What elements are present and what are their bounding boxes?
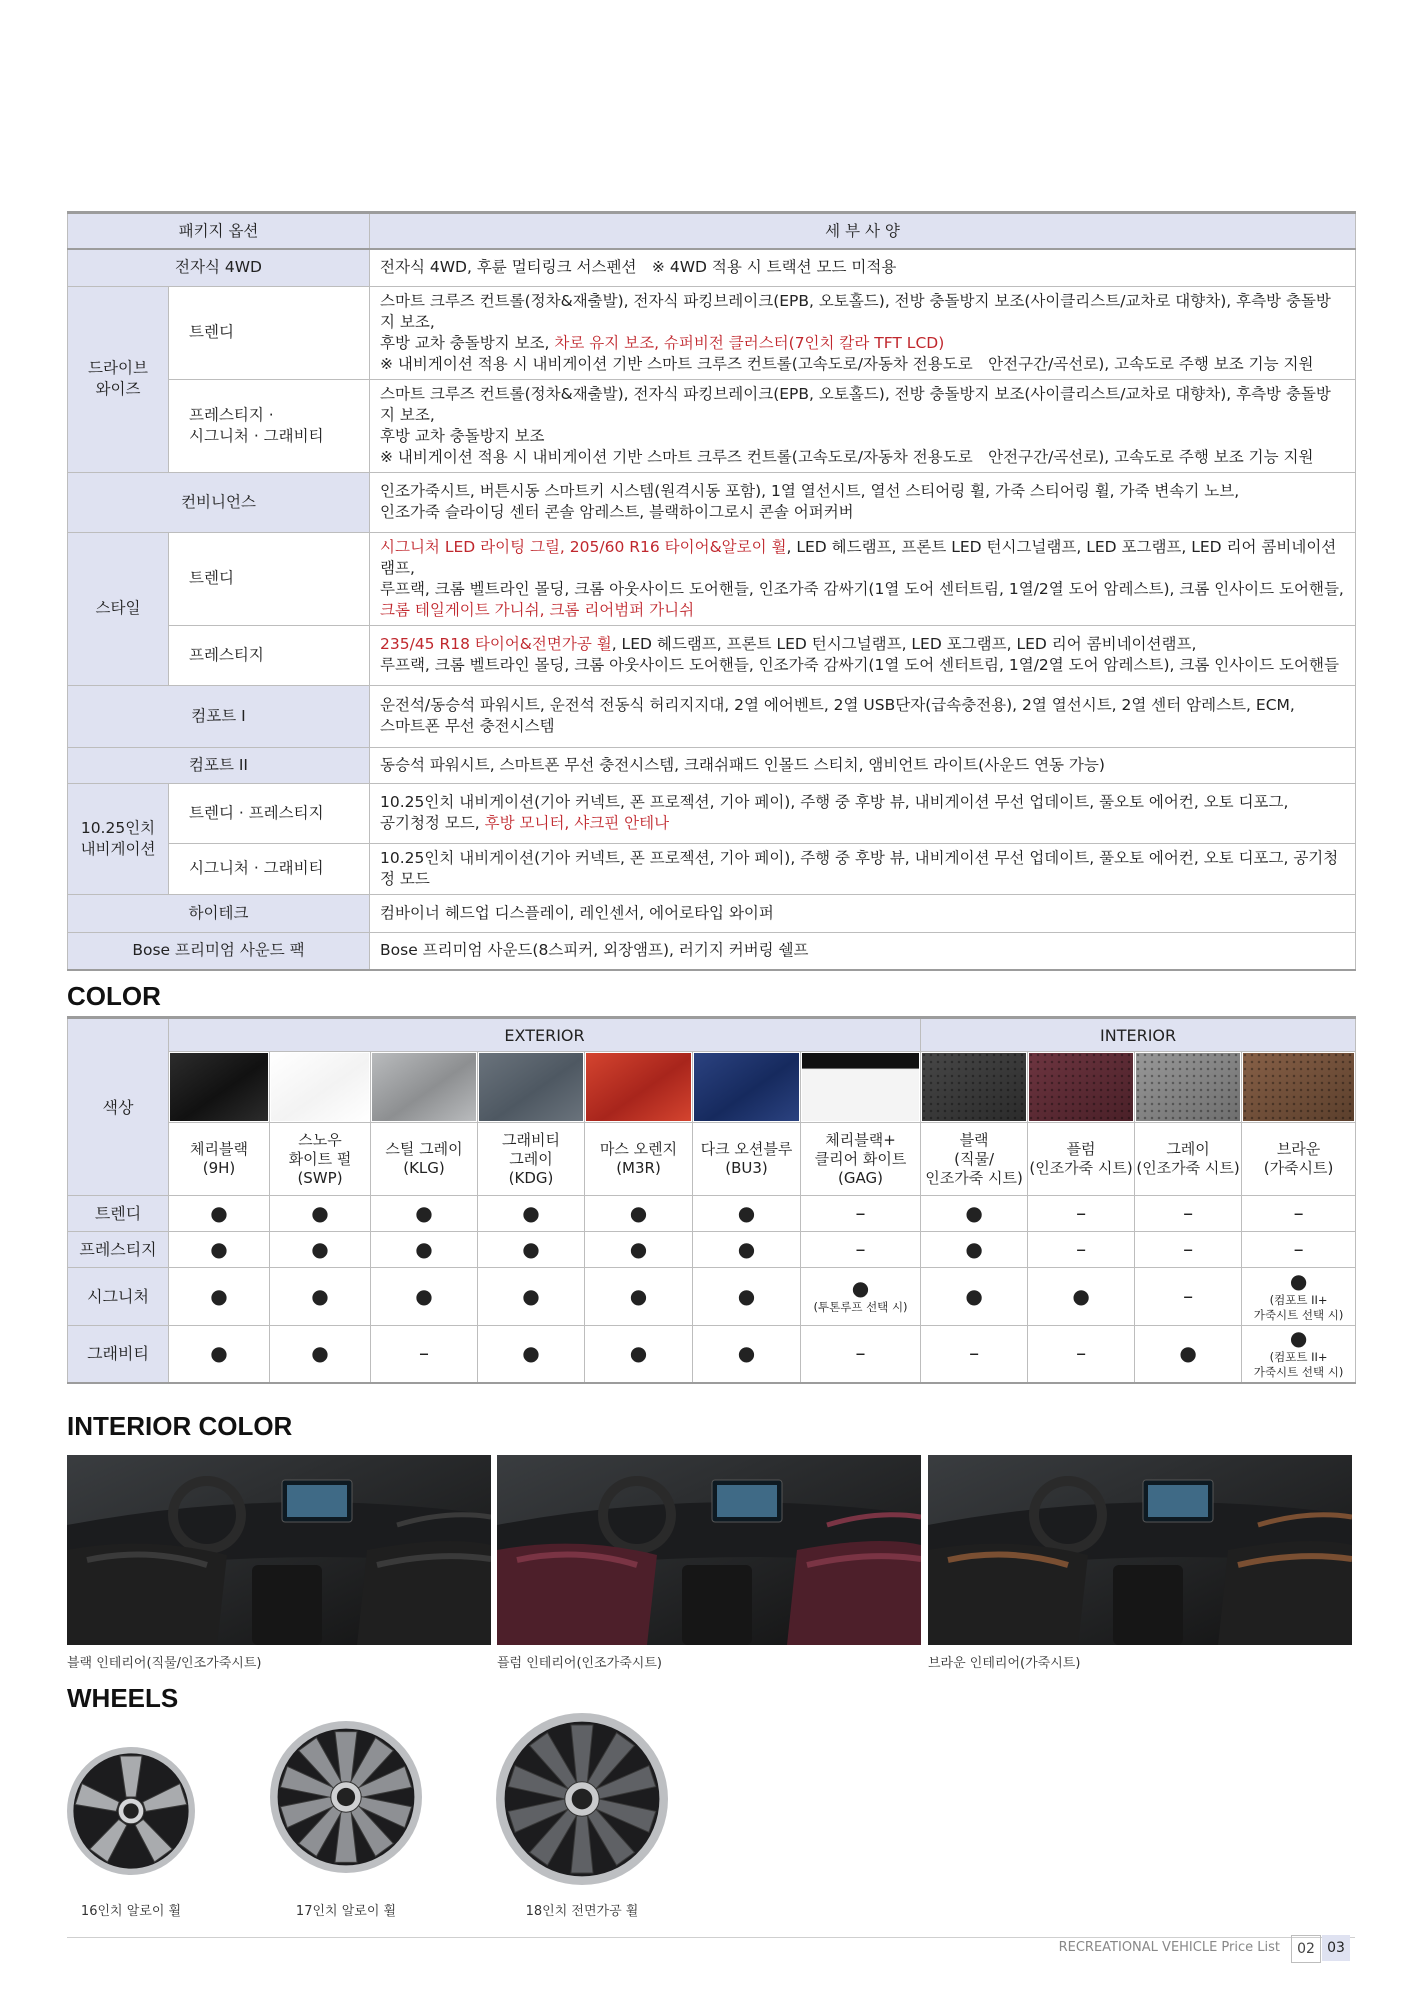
detail-highlight: 후방 모니터, 샤크핀 안테나 xyxy=(484,814,670,832)
detail-line: 스마트 크루즈 컨트롤(정차&재출발), 전자식 파킹브레이크(EPB, 오토홀드), 전방 충돌방지 보조(사이클리스트/교차로 대향차), 후측방 충돌방지 보조, xyxy=(380,291,1331,331)
color-swatch xyxy=(586,1053,691,1121)
available-mark: ● xyxy=(210,1200,228,1225)
color-swatch xyxy=(922,1053,1026,1121)
availability-cell xyxy=(478,1268,585,1326)
available-mark: ● xyxy=(415,1236,433,1261)
availability-cell xyxy=(169,1232,270,1268)
availability-cell xyxy=(693,1232,801,1268)
color-swatch-cell xyxy=(693,1052,801,1123)
color-swatch-cell xyxy=(1242,1052,1356,1123)
wheel-caption: 16인치 알로이 휠 xyxy=(80,1904,182,1919)
availability-cell xyxy=(1028,1232,1135,1268)
available-mark: ● xyxy=(965,1283,983,1308)
trim-availability-row xyxy=(68,1268,1356,1326)
availability-cell xyxy=(693,1268,801,1326)
interior-photo-caption: 블랙 인테리어(직물/인조가죽시트) xyxy=(67,1656,262,1671)
availability-cell xyxy=(1135,1196,1242,1232)
row-detail: 컴바이너 헤드업 디스플레이, 레인센서, 에어로타입 와이퍼 xyxy=(370,894,1356,932)
row-sublabel: 트렌디 xyxy=(169,286,370,379)
detail-line: 스마트폰 무선 충전시스템 xyxy=(380,717,555,735)
table-row xyxy=(68,625,1356,685)
color-swatch xyxy=(694,1053,799,1121)
row-detail xyxy=(370,625,1356,685)
availability-cell xyxy=(1028,1196,1135,1232)
availability-cell xyxy=(1135,1232,1242,1268)
row-label: Bose 프리미엄 사운드 팩 xyxy=(68,932,370,970)
wheel-image xyxy=(63,1743,199,1883)
availability-cell xyxy=(270,1232,371,1268)
detail-line: ※ 내비게이션 적용 시 내비게이션 기반 스마트 크루즈 컨트롤(고속도로/자동차 전용도로 안전구간/곡선로), 고속도로 주행 보조 기능 지원 xyxy=(380,354,1314,373)
available-mark: ● xyxy=(311,1283,329,1308)
availability-cell xyxy=(693,1196,801,1232)
detail-highlight: 차로 유지 보조, 슈퍼비전 클러스터(7인치 칼라 TFT LCD) xyxy=(554,333,945,352)
detail-line: 루프랙, 크롬 벨트라인 몰딩, 크롬 아웃사이드 도어핸들, 인조가죽 감싸기(1열 도어 센터트림, 1열/2열 도어 암레스트), 크롬 인사이드 도어핸들, xyxy=(380,579,1344,598)
availability-cell xyxy=(1242,1326,1356,1383)
detail-line xyxy=(380,813,1345,834)
unavailable-mark: – xyxy=(1293,1200,1304,1225)
color-swatch xyxy=(1136,1053,1240,1121)
detail-highlight: 크롬 테일게이트 가니쉬, 크롬 리어범퍼 가니쉬 xyxy=(380,600,695,619)
table-row xyxy=(68,532,1356,625)
wheel-caption: 17인치 알로이 휠 xyxy=(295,1904,397,1919)
detail-highlight: 235/45 R18 타이어&전면가공 휠 xyxy=(380,635,612,653)
interior-photo-caption: 브라운 인테리어(가죽시트) xyxy=(928,1656,1081,1671)
availability-cell xyxy=(921,1196,1028,1232)
detail-text: , LED 헤드램프, 프론트 LED 턴시그널램프, LED 포그램프, LED 리어 콤비네이션램프, xyxy=(380,537,1337,577)
availability-cell xyxy=(585,1268,693,1326)
availability-cell xyxy=(585,1232,693,1268)
detail-highlight: 시그니처 LED 라이팅 그릴, 205/60 R16 타이어&알로이 휠 xyxy=(380,537,787,556)
interior-photo xyxy=(928,1455,1352,1645)
availability-cell xyxy=(1242,1232,1356,1268)
color-swatch-cell xyxy=(801,1052,921,1123)
available-mark: ● xyxy=(522,1283,540,1308)
availability-cell xyxy=(801,1232,921,1268)
unavailable-mark: – xyxy=(969,1340,980,1365)
available-mark: ● xyxy=(737,1340,756,1365)
available-mark: ● xyxy=(737,1283,756,1308)
footer-title: RECREATIONAL VEHICLE Price List xyxy=(1058,1940,1280,1955)
color-availability-table xyxy=(67,1016,1356,1384)
available-mark: ● xyxy=(311,1200,329,1225)
availability-cell xyxy=(1242,1196,1356,1232)
footer-divider xyxy=(67,1937,1355,1938)
row-label: 컨비니언스 xyxy=(68,472,370,532)
color-name: 그레이 (인조가죽 시트) xyxy=(1135,1123,1242,1196)
color-name: 그래비티 그레이 (KDG) xyxy=(478,1123,585,1196)
color-section-title: COLOR xyxy=(67,981,161,1011)
interior-color-section-title: INTERIOR COLOR xyxy=(67,1411,293,1441)
detail-line xyxy=(380,634,1345,655)
row-detail xyxy=(370,379,1356,472)
availability-cell xyxy=(371,1196,478,1232)
row-detail: 10.25인치 내비게이션(기아 커넥트, 폰 프로젝션, 기아 페이), 주행 중 후방 뷰, 내비게이션 무선 업데이트, 풀오토 에어컨, 오토 디포그, 공기청정 모드 xyxy=(370,843,1356,894)
trim-label: 시그니처 xyxy=(68,1268,169,1326)
available-mark: ● xyxy=(629,1283,648,1308)
header-option: 패키지 옵션 xyxy=(68,213,370,250)
color-swatch-cell xyxy=(270,1052,371,1123)
availability-cell xyxy=(801,1326,921,1383)
row-detail xyxy=(370,783,1356,843)
detail-text: 후방 교차 충돌방지 보조, xyxy=(380,333,555,352)
color-swatch xyxy=(1243,1053,1354,1121)
color-name: 블랙 (직물/ 인조가죽 시트) xyxy=(921,1123,1028,1196)
unavailable-mark: – xyxy=(419,1340,429,1365)
color-name: 플럼 (인조가죽 시트) xyxy=(1028,1123,1135,1196)
header-detail: 세 부 사 양 xyxy=(370,213,1356,250)
color-name: 마스 오렌지 (M3R) xyxy=(585,1123,693,1196)
detail-line xyxy=(380,537,1345,579)
availability-cell xyxy=(1028,1326,1135,1383)
color-swatch-cell xyxy=(921,1052,1028,1123)
availability-cell xyxy=(169,1268,270,1326)
row-label: 스타일 xyxy=(68,532,169,685)
unavailable-mark: – xyxy=(1076,1340,1087,1365)
table-row xyxy=(68,783,1356,843)
unavailable-mark: – xyxy=(1183,1283,1194,1308)
wheel-image xyxy=(492,1709,672,1893)
row-detail: 동승석 파워시트, 스마트폰 무선 충전시스템, 크래쉬패드 인몰드 스티치, 앰비언트 라이트(사운드 연동 가능) xyxy=(370,747,1356,783)
row-sublabel: 트렌디 · 프레스티지 xyxy=(169,783,370,843)
unavailable-mark: – xyxy=(855,1236,866,1261)
available-mark: ● xyxy=(737,1236,756,1261)
color-name: 체리블랙 (9H) xyxy=(169,1123,270,1196)
availability-cell xyxy=(371,1232,478,1268)
trim-availability-row xyxy=(68,1232,1356,1268)
availability-cell xyxy=(921,1326,1028,1383)
availability-cell xyxy=(585,1326,693,1383)
available-mark: ● xyxy=(737,1200,756,1225)
color-name: 체리블랙+ 클리어 화이트 (GAG) xyxy=(801,1123,921,1196)
detail-line: ※ 내비게이션 적용 시 내비게이션 기반 스마트 크루즈 컨트롤(고속도로/자동차 전용도로 안전구간/곡선로), 고속도로 주행 보조 기능 지원 xyxy=(380,447,1314,466)
available-mark: ● xyxy=(629,1340,648,1365)
wheel-caption: 18인치 전면가공 휠 xyxy=(525,1904,639,1919)
availability-cell xyxy=(371,1326,478,1383)
color-swatch xyxy=(170,1053,268,1121)
color-name: 다크 오션블루 (BU3) xyxy=(693,1123,801,1196)
available-mark: ● xyxy=(629,1236,648,1261)
detail-line: 인조가죽시트, 버튼시동 스마트키 시스템(원격시동 포함), 1열 열선시트, 열선 스티어링 휠, 가죽 스티어링 휠, 가죽 변속기 노브, xyxy=(380,482,1240,500)
availability-cell xyxy=(371,1268,478,1326)
color-swatch-cell xyxy=(478,1052,585,1123)
row-label: 컴포트 II xyxy=(68,747,370,783)
available-mark: ● xyxy=(210,1340,228,1365)
row-detail: Bose 프리미엄 사운드(8스피커, 외장앰프), 러기지 커버링 쉘프 xyxy=(370,932,1356,970)
trim-label: 트렌디 xyxy=(68,1196,169,1232)
available-mark: ● xyxy=(629,1200,648,1225)
row-detail xyxy=(370,472,1356,532)
row-label: 컴포트 I xyxy=(68,685,370,747)
unavailable-mark: – xyxy=(1076,1236,1087,1261)
color-swatch xyxy=(802,1053,919,1121)
row-sublabel: 프레스티지 · 시그니처 · 그래비티 xyxy=(169,379,370,472)
detail-line: 후방 교차 충돌방지 보조 xyxy=(380,426,545,445)
unavailable-mark: – xyxy=(855,1340,866,1365)
available-mark: ● xyxy=(522,1200,540,1225)
detail-line: 10.25인치 내비게이션(기아 커넥트, 폰 프로젝션, 기아 페이), 주행 중 후방 뷰, 내비게이션 무선 업데이트, 풀오토 에어컨, 오토 디포그, xyxy=(380,793,1289,811)
interior-group-header: INTERIOR xyxy=(921,1018,1356,1052)
table-row xyxy=(68,472,1356,532)
color-row-header: 색상 xyxy=(68,1018,169,1196)
row-label: 전자식 4WD xyxy=(68,249,370,286)
availability-cell xyxy=(693,1326,801,1383)
availability-cell xyxy=(169,1196,270,1232)
availability-cell xyxy=(1135,1326,1242,1383)
available-mark: ● xyxy=(522,1236,540,1261)
color-swatch xyxy=(372,1053,476,1121)
color-group-header-row xyxy=(68,1018,1356,1052)
availability-cell xyxy=(801,1268,921,1326)
row-detail xyxy=(370,685,1356,747)
detail-line: 인조가죽 슬라이딩 센터 콘솔 암레스트, 블랙하이그로시 콘솔 어퍼커버 xyxy=(380,503,854,521)
available-mark: ● xyxy=(210,1283,228,1308)
availability-cell xyxy=(1135,1268,1242,1326)
availability-cell xyxy=(478,1232,585,1268)
availability-note: (컴포트 II+ 가죽시트 선택 시) xyxy=(1253,1292,1344,1322)
available-mark: ● xyxy=(1289,1325,1308,1350)
availability-cell xyxy=(1242,1268,1356,1326)
exterior-group-header: EXTERIOR xyxy=(169,1018,921,1052)
color-swatch-cell xyxy=(1028,1052,1135,1123)
trim-label: 그래비티 xyxy=(68,1326,169,1383)
available-mark: ● xyxy=(851,1276,870,1300)
row-label: 하이테크 xyxy=(68,894,370,932)
color-name: 스노우 화이트 펄 (SWP) xyxy=(270,1123,371,1196)
trim-availability-row xyxy=(68,1326,1356,1383)
page-number-left: 02 xyxy=(1291,1935,1321,1963)
row-detail xyxy=(370,286,1356,379)
available-mark: ● xyxy=(522,1340,540,1365)
color-swatch xyxy=(1029,1053,1133,1121)
table-row xyxy=(68,379,1356,472)
availability-cell xyxy=(478,1196,585,1232)
detail-text: 공기청정 모드, xyxy=(380,814,485,832)
detail-line: 운전석/동승석 파워시트, 운전석 전동식 허리지지대, 2열 에어벤트, 2열 USB단자(급속충전용), 2열 열선시트, 2열 센터 암레스트, ECM, xyxy=(380,696,1295,714)
table-row xyxy=(68,286,1356,379)
row-label: 10.25인치 내비게이션 xyxy=(68,783,169,894)
wheel-image xyxy=(266,1717,426,1881)
detail-line: 루프랙, 크롬 벨트라인 몰딩, 크롬 아웃사이드 도어핸들, 인조가죽 감싸기(1열 도어 센터트림, 1열/2열 도어 암레스트), 크롬 인사이드 도어핸들 xyxy=(380,656,1339,674)
available-mark: ● xyxy=(1289,1268,1308,1293)
unavailable-mark: – xyxy=(1183,1200,1194,1225)
availability-note: (투톤루프 선택 시) xyxy=(813,1300,908,1314)
detail-line: 스마트 크루즈 컨트롤(정차&재출발), 전자식 파킹브레이크(EPB, 오토홀드), 전방 충돌방지 보조(사이클리스트/교차로 대향차), 후측방 충돌방지 보조, xyxy=(380,384,1331,424)
package-options-table xyxy=(67,211,1356,971)
color-name-row xyxy=(68,1123,1356,1196)
available-mark: ● xyxy=(311,1236,329,1261)
row-detail xyxy=(370,532,1356,625)
available-mark: ● xyxy=(210,1236,228,1261)
availability-cell xyxy=(801,1196,921,1232)
trim-availability-row xyxy=(68,1196,1356,1232)
color-name: 스틸 그레이 (KLG) xyxy=(371,1123,478,1196)
detail-line xyxy=(380,333,1345,354)
color-name: 브라운 (가죽시트) xyxy=(1242,1123,1356,1196)
available-mark: ● xyxy=(965,1200,983,1225)
row-sublabel: 프레스티지 xyxy=(169,625,370,685)
interior-photo xyxy=(497,1455,921,1645)
availability-cell xyxy=(1028,1268,1135,1326)
color-swatch-cell xyxy=(169,1052,270,1123)
wheels-section-title: WHEELS xyxy=(67,1683,179,1713)
availability-cell xyxy=(585,1196,693,1232)
unavailable-mark: – xyxy=(1076,1200,1087,1225)
unavailable-mark: – xyxy=(1183,1236,1194,1261)
table-row xyxy=(68,843,1356,894)
unavailable-mark: – xyxy=(1293,1236,1304,1261)
detail-text: , LED 헤드램프, 프론트 LED 턴시그널램프, LED 포그램프, LED 리어 콤비네이션램프, xyxy=(611,635,1197,653)
page-number-right: 03 xyxy=(1322,1935,1350,1961)
table-row xyxy=(68,894,1356,932)
color-swatch-cell xyxy=(585,1052,693,1123)
availability-cell xyxy=(921,1268,1028,1326)
available-mark: ● xyxy=(1179,1340,1197,1365)
availability-cell xyxy=(270,1196,371,1232)
color-swatch-row xyxy=(68,1052,1356,1123)
table-header-row xyxy=(68,213,1356,250)
interior-photo-caption: 플럼 인테리어(인조가죽시트) xyxy=(497,1656,662,1671)
availability-cell xyxy=(921,1232,1028,1268)
availability-cell xyxy=(270,1268,371,1326)
table-row xyxy=(68,747,1356,783)
table-row xyxy=(68,685,1356,747)
availability-note: (컴포트 II+ 가죽시트 선택 시) xyxy=(1253,1349,1344,1379)
available-mark: ● xyxy=(311,1340,329,1365)
trim-label: 프레스티지 xyxy=(68,1232,169,1268)
color-swatch xyxy=(271,1053,369,1121)
unavailable-mark: – xyxy=(855,1200,866,1225)
color-swatch xyxy=(479,1053,583,1121)
color-swatch-cell xyxy=(371,1052,478,1123)
row-sublabel: 트렌디 xyxy=(169,532,370,625)
row-detail: 전자식 4WD, 후륜 멀티링크 서스펜션 ※ 4WD 적용 시 트랙션 모드 미적용 xyxy=(370,249,1356,286)
table-row xyxy=(68,932,1356,970)
availability-cell xyxy=(478,1326,585,1383)
available-mark: ● xyxy=(965,1236,983,1261)
available-mark: ● xyxy=(1072,1283,1090,1308)
availability-cell xyxy=(270,1326,371,1383)
interior-photo xyxy=(67,1455,491,1645)
availability-cell xyxy=(169,1326,270,1383)
color-swatch-cell xyxy=(1135,1052,1242,1123)
available-mark: ● xyxy=(415,1283,433,1308)
available-mark: ● xyxy=(415,1200,433,1225)
row-label: 드라이브 와이즈 xyxy=(68,286,169,472)
row-sublabel: 시그니처 · 그래비티 xyxy=(169,843,370,894)
table-row xyxy=(68,249,1356,286)
